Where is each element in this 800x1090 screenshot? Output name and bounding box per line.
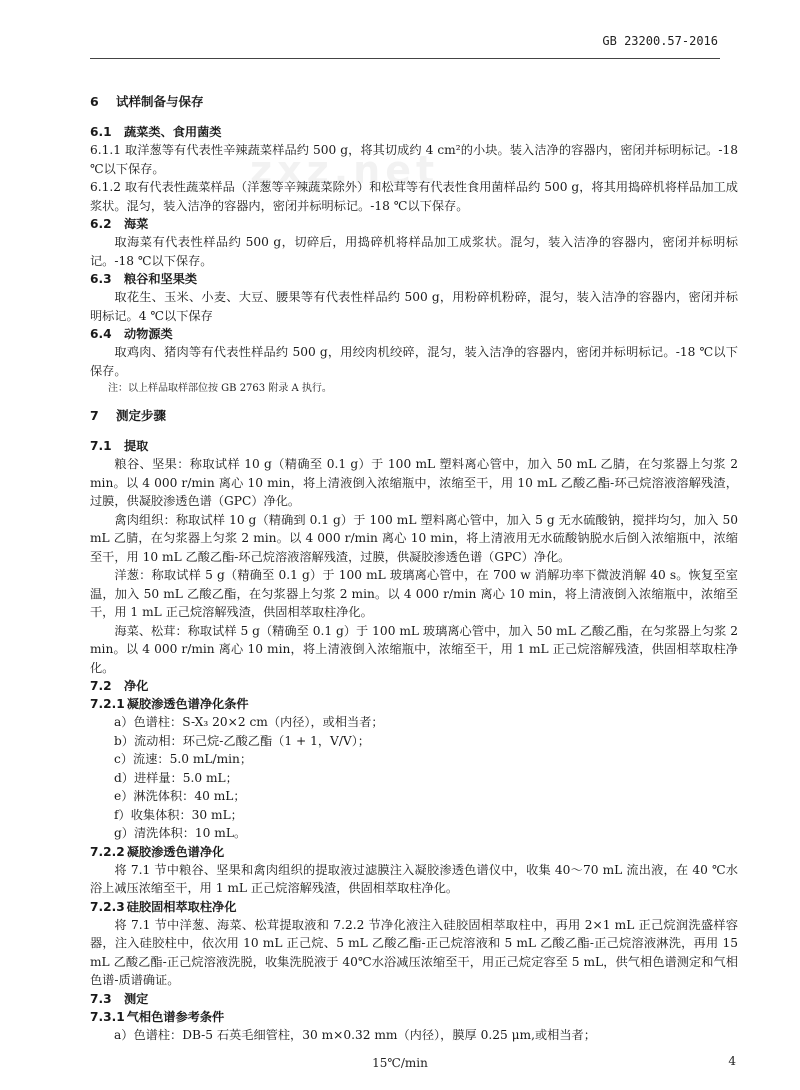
list-item: d）进样量：5.0 mL； (114, 770, 238, 785)
list-item: a）色谱柱：S-X₃ 20×2 cm（内径），或相当者； (114, 715, 384, 729)
subsection-title: 动物源类 (124, 327, 173, 341)
subsection-7-2-2-heading (90, 843, 738, 861)
paragraph-6-1-1: 6.1.1 取洋葱等有代表性辛辣蔬菜样品约 500 g，将其切成约 4 cm²的小块。装入洁净的容器内，密闭并标明标记。-18 ℃以下保存。 (90, 143, 738, 176)
paragraph-7-1-onion: 洋葱：称取试样 5 g（精确至 0.1 g）于 100 mL 玻璃离心管中，在 700 w 消解功率下微波消解 40 s。恢复至室温，加入 50 mL 乙酸乙酯，在匀浆器上匀浆 2 min。以 4 000 r/min 离心 10 min，将上清液倒入浓缩瓶中，浓缩至干，用 1 mL 正己烷溶解残渣，供固相萃取柱净化。 (90, 568, 738, 619)
watermark: zxz.net (250, 148, 440, 192)
subsection-7-3-heading (90, 990, 738, 1008)
paragraph-6-2: 取海菜有代表性样品约 500 g，切碎后，用捣碎机将样品加工成浆状。混匀，装入洁净的容器内，密闭并标明标记。-18 ℃以下保存。 (90, 235, 738, 268)
list-item: a）色谱柱：DB-5 石英毛细管柱，30 m×0.32 mm（内径），膜厚 0.25 μm,或相当者； (114, 1027, 596, 1042)
section-title: 试样制备与保存 (116, 94, 204, 109)
subsection-number: 6.3 (90, 272, 112, 286)
paragraph-7-1-seaweed: 海菜、松茸：称取试样 5 g（精确至 0.1 g）于 100 mL 玻璃离心管中，加入 50 mL 乙酸乙酯，在匀浆器上匀浆 2 min。以 4 000 r/min 离心 10 min，将上清液倒入浓缩瓶中，浓缩至干，用 1 mL 正己烷溶解残渣，供固相萃取柱净化。 (90, 623, 738, 675)
list-item: b）流动相：环己烷-乙酸乙酯（1 + 1，V/V）； (114, 733, 370, 748)
list-item: g）清洗体积：10 mL。 (114, 826, 247, 840)
subsection-number: 6.2 (90, 217, 112, 231)
section-number: 6 (90, 94, 99, 109)
cut-off-line-fragment: 15℃/min (372, 1056, 428, 1070)
subsection-title: 测定 (124, 991, 149, 1006)
paragraph-6-3: 取花生、玉米、小麦、大豆、腰果等有代表性样品约 500 g，用粉碎机粉碎，混匀，装入洁净的容器内，密闭并标明标记。4 ℃以下保存 (90, 290, 738, 323)
list-item: c）流速：5.0 mL/min； (114, 752, 253, 766)
section-number: 7 (90, 408, 99, 423)
subsection-title: 净化 (124, 679, 149, 693)
subsection-title: 蔬菜类、食用菌类 (124, 125, 222, 139)
subsection-title: 硅胶固相萃取柱净化 (126, 899, 237, 914)
paragraph-7-1-grain: 粮谷、坚果：称取试样 10 g（精确至 0.1 g）于 100 mL 塑料离心管中，加入 50 mL 乙腈，在匀浆器上匀浆 2 min。以 4 000 r/min 离心 10 min，将上清液倒入浓缩瓶中，浓缩至干，用 10 mL 乙酸乙酯-环己烷溶液溶解残渣，过膜，供凝胶渗透色谱（GPC）净化。 (90, 457, 738, 508)
subsection-title: 粮谷和坚果类 (124, 272, 198, 286)
subsection-title: 凝胶渗透色谱净化 (126, 844, 225, 859)
gpc-conditions-list (90, 713, 738, 843)
document-body (90, 93, 738, 1044)
section-6-heading (90, 93, 738, 111)
list-item: f）收集体积：30 mL； (114, 807, 243, 822)
subsection-6-4-heading (90, 325, 738, 343)
subsection-7-2-3-heading (90, 898, 738, 916)
subsection-number: 7.3 (90, 991, 112, 1006)
subsection-title: 气相色谱参考条件 (126, 1009, 225, 1024)
subsection-6-1-heading (90, 123, 738, 141)
subsection-title: 海菜 (124, 217, 149, 231)
paragraph-7-2-2: 将 7.1 节中粮谷、坚果和禽肉组织的提取液过滤膜注入凝胶渗透色谱仪中，收集 40～70 mL 流出液，在 40 ℃水浴上减压浓缩至干，用 1 mL 正己烷溶解残渣，供固相萃取柱净化。 (90, 862, 738, 895)
gc-conditions-list (90, 1026, 738, 1045)
standard-code: GB 23200.57-2016 (602, 34, 718, 48)
paragraph-6-1-2: 6.1.2 取有代表性蔬菜样品（洋葱等辛辣蔬菜除外）和松茸等有代表性食用菌样品约 500 g，将其用捣碎机将样品加工成浆状。混匀，装入洁净的容器内，密闭并标明标记。-18 ℃以下保存。 (90, 180, 738, 213)
paragraph-6-4: 取鸡肉、猪肉等有代表性样品约 500 g，用绞肉机绞碎，混匀，装入洁净的容器内，密闭并标明标记。-18 ℃以下保存。 (90, 345, 738, 378)
section-title: 测定步骤 (116, 408, 167, 423)
subsection-number: 7.1 (90, 439, 112, 453)
subsection-number: 7.2.1 (90, 697, 125, 711)
list-item: e）淋洗体积：40 mL； (114, 789, 246, 803)
subsection-number: 6.4 (90, 327, 112, 341)
subsection-6-2-heading (90, 215, 738, 233)
subsection-number: 7.2.2 (90, 844, 125, 859)
section-7-heading (90, 407, 738, 425)
header-rule (90, 58, 720, 59)
subsection-title: 凝胶渗透色谱净化条件 (126, 697, 249, 711)
subsection-number: 7.2.3 (90, 899, 125, 914)
subsection-7-2-1-heading (90, 695, 738, 713)
subsection-7-3-1-heading (90, 1008, 738, 1026)
subsection-7-1-heading (90, 437, 738, 455)
subsection-7-2-heading (90, 677, 738, 695)
subsection-number: 6.1 (90, 125, 112, 139)
note: 注：以上样品取样部位按 GB 2763 附录 A 执行。 (108, 383, 332, 394)
subsection-title: 提取 (124, 439, 149, 453)
subsection-number: 7.3.1 (90, 1009, 125, 1024)
page-number: 4 (728, 1054, 736, 1068)
subsection-number: 7.2 (90, 679, 112, 693)
subsection-6-3-heading (90, 270, 738, 288)
paragraph-7-2-3: 将 7.1 节中洋葱、海菜、松茸提取液和 7.2.2 节净化液注入硅胶固相萃取柱中，再用 2×1 mL 正己烷润洗盛样容器，注入硅胶柱中，依次用 10 mL 正己烷、5 mL 乙酸乙酯-正己烷溶液和 5 mL 乙酸乙酯-正己烷溶液淋洗，再用 15 mL 乙酸乙酯-正己烷溶液洗脱，收集洗脱液于 40℃水浴减压浓缩至干，用正己烷定容至 5 mL，供气相色谱测定和气相色谱-质谱确证。 (90, 917, 738, 987)
paragraph-7-1-meat: 禽肉组织：称取试样 10 g（精确到 0.1 g）于 100 mL 塑料离心管中，加入 5 g 无水硫酸钠，搅拌均匀，加入 50 mL 乙腈，在匀浆器上匀浆 2 min。以 4 000 r/min 离心 10 min，将上清液用无水硫酸钠脱水后倒入浓缩瓶中，浓缩至干，用 10 mL 乙酸乙酯-环己烷溶液溶解残渣，过膜，供凝胶渗透色谱（GPC）净化。 (90, 512, 738, 564)
